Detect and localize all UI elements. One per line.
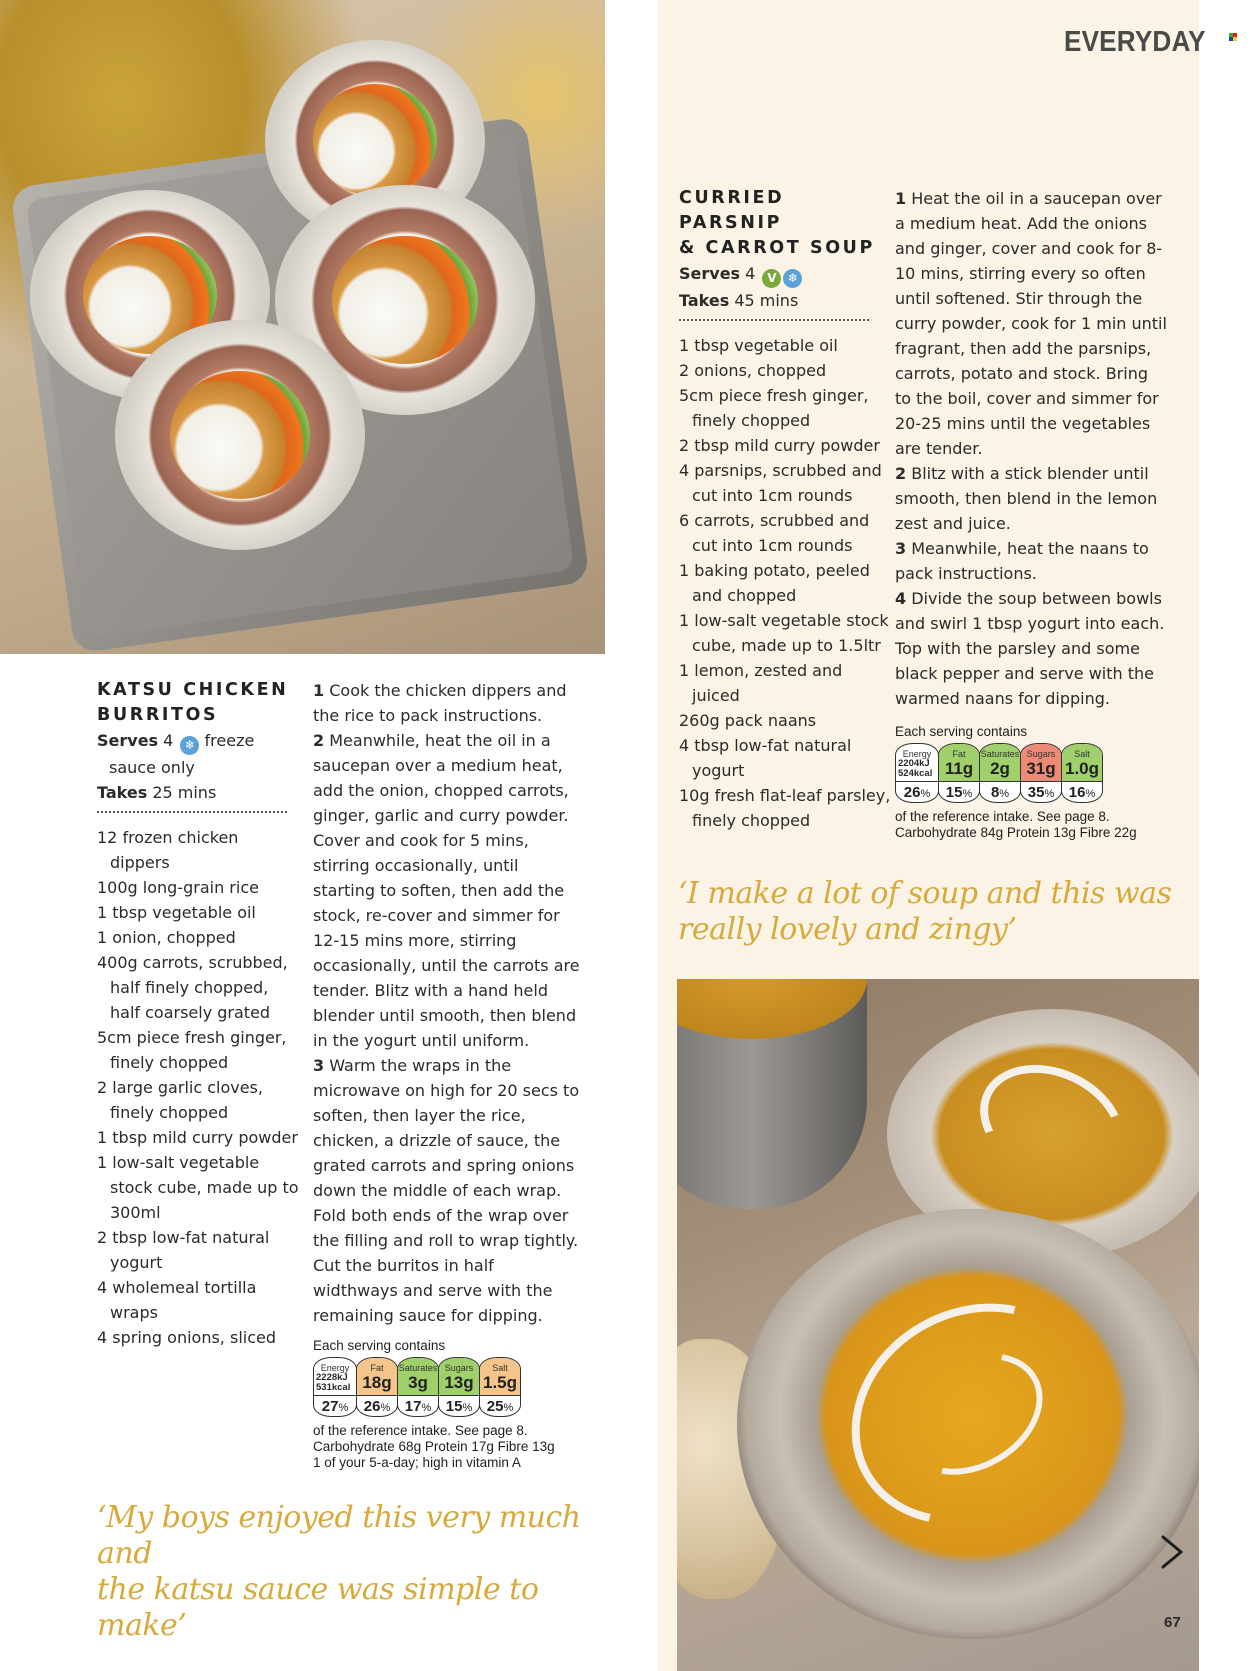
katsu-serves: Serves 4 ❄ freeze sauce only: [97, 731, 255, 777]
nutrition-saturates: Saturates 3g 17%: [397, 1357, 439, 1417]
ingredient-item: 1 baking potato, peeled and chopped: [679, 561, 870, 605]
ingredient-item: 4 spring onions, sliced: [97, 1328, 276, 1347]
ingredient-item: 1 lemon, zested and juiced: [679, 661, 843, 705]
nutrition-energy: Energy 2228kJ 531kcal 27%: [313, 1357, 357, 1417]
soup-method: [895, 186, 1167, 711]
nutrition-heading: Each serving contains: [313, 1338, 446, 1353]
nutrition-heading: Each serving contains: [895, 724, 1028, 739]
chevron-right-icon[interactable]: [1158, 1534, 1186, 1570]
page-number: 67: [1164, 1614, 1181, 1631]
method-step: 4 Divide the soup between bowls and swirl 1 tbsp yogurt into each. Top with the parsley and some black pepper and serve with the warmed naans for dipping.: [895, 589, 1165, 708]
soup-ingredients-list: [679, 333, 894, 833]
nutrition-traffic-lights: [313, 1357, 613, 1417]
print-registration-marker-icon: [1229, 33, 1237, 41]
ingredient-item: 4 parsnips, scrubbed and cut into 1cm rounds: [679, 461, 882, 505]
ingredient-item: 4 wholemeal tortilla wraps: [97, 1278, 257, 1322]
nutrition-fat: Fat 18g 26%: [356, 1357, 398, 1417]
katsu-recipe-header: [97, 678, 307, 1350]
soup-recipe-header: [679, 186, 894, 833]
ingredient-item: 6 carrots, scrubbed and cut into 1cm rounds: [679, 511, 870, 555]
method-step: 2 Meanwhile, heat the oil in a saucepan over a medium heat, add the onion, chopped carrots, ginger, garlic and curry powder. Cover and cook for 5 mins, stirring occasionally, until starting to soften, then add the stock, re-cover and simmer for 12-15 mins more, stirring occasionally, until the carrots are tender. Blitz with a hand held blender until smooth, then blend in the yogurt until uniform.: [313, 731, 580, 1050]
ingredient-item: 260g pack naans: [679, 711, 817, 730]
soup-recipe-title: CURRIED PARSNIP & CARROT SOUP: [679, 188, 875, 258]
dotted-divider: [679, 315, 869, 321]
ingredient-item: 2 tbsp low-fat natural yogurt: [97, 1228, 270, 1272]
ingredient-item: 2 onions, chopped: [679, 361, 827, 380]
katsu-recipe-title: KATSU CHICKEN BURRITOS: [97, 680, 289, 725]
ingredient-item: 12 frozen chicken dippers: [97, 828, 239, 872]
nutrition-sugars: Sugars 13g 15%: [438, 1357, 480, 1417]
ingredient-item: 2 tbsp mild curry powder: [679, 436, 880, 455]
katsu-takes: Takes 25 mins: [97, 783, 217, 802]
ingredient-item: 1 low-salt vegetable stock cube, made up to 1.5ltr: [679, 611, 889, 655]
nutrition-fat: Fat 11g 15%: [938, 743, 980, 803]
nutrition-salt: Salt 1.0g 16%: [1061, 743, 1103, 803]
method-step: 1 Cook the chicken dippers and the rice to pack instructions.: [313, 681, 567, 725]
nutrition-salt: Salt 1.5g 25%: [479, 1357, 521, 1417]
soup-nutrition-panel: [895, 724, 1195, 841]
section-label: EVERYDAY: [1064, 26, 1206, 58]
ingredient-item: 400g carrots, scrubbed, half finely chopped, half coarsely grated: [97, 953, 288, 1022]
soup-serves: Serves 4 V ❄: [679, 261, 894, 288]
ingredient-item: 1 low-salt vegetable stock cube, made up to 300ml: [97, 1153, 299, 1222]
katsu-burritos-photo: [0, 0, 605, 654]
katsu-nutrition-panel: [313, 1338, 613, 1471]
freeze-snowflake-icon: ❄: [783, 269, 802, 288]
method-step: 3 Warm the wraps in the microwave on high for 20 secs to soften, then layer the rice, chicken, a drizzle of sauce, the grated carrots and spring onions down the middle of each wrap. Fold both ends of the wrap over the filling and roll to wrap tightly. Cut the burritos in half widthways and serve with the remaining sauce for dipping.: [313, 1056, 580, 1325]
soup-reader-quote: ‘I make a lot of soup and this was really lovely and zingy’: [678, 876, 1172, 947]
ingredient-item: 1 tbsp mild curry powder: [97, 1128, 298, 1147]
ingredient-item: 2 large garlic cloves, finely chopped: [97, 1078, 263, 1122]
method-step: 3 Meanwhile, heat the naans to pack instructions.: [895, 539, 1149, 583]
ingredient-item: 1 onion, chopped: [97, 928, 236, 947]
ingredient-item: 1 tbsp vegetable oil: [679, 336, 838, 355]
nutrition-footer: of the reference intake. See page 8. Carbohydrate 84g Protein 13g Fibre 22g: [895, 809, 1137, 840]
ingredient-item: 5cm piece fresh ginger, finely chopped: [679, 386, 869, 430]
soup-takes: Takes 45 mins: [679, 291, 799, 310]
curried-soup-photo: [677, 979, 1199, 1671]
nutrition-traffic-lights: [895, 743, 1195, 803]
ingredient-item: 100g long-grain rice: [97, 878, 259, 897]
ingredient-item: 1 tbsp vegetable oil: [97, 903, 256, 922]
ingredient-item: 5cm piece fresh ginger, finely chopped: [97, 1028, 287, 1072]
nutrition-sugars: Sugars 31g 35%: [1020, 743, 1062, 803]
katsu-method: [313, 678, 581, 1328]
vegetarian-icon: V: [762, 269, 781, 288]
katsu-reader-quote: ‘My boys enjoyed this very much and the katsu sauce was simple to make’: [97, 1500, 581, 1643]
ingredient-item: 10g fresh flat-leaf parsley, finely chopped: [679, 786, 891, 830]
nutrition-saturates: Saturates 2g 8%: [979, 743, 1021, 803]
burrito-piece: [115, 320, 365, 550]
method-step: 1 Heat the oil in a saucepan over a medium heat. Add the onions and ginger, cover and cook for 8-10 mins, stirring every so often until softened. Stir through the curry powder, cook for 1 min until fragrant, then add the parsnips, carrots, potato and stock. Bring to the boil, cover and simmer for 20-25 mins until the vegetables are tender.: [895, 189, 1167, 458]
dotted-divider: [97, 807, 287, 813]
nutrition-energy: Energy 2204kJ 524kcal 26%: [895, 743, 939, 803]
katsu-ingredients-list: [97, 825, 302, 1350]
ingredient-item: 4 tbsp low-fat natural yogurt: [679, 736, 852, 780]
freeze-snowflake-icon: ❄: [180, 736, 199, 755]
soup-bowl-large: [737, 1209, 1199, 1639]
method-step: 2 Blitz with a stick blender until smooth, then blend in the lemon zest and juice.: [895, 464, 1158, 533]
nutrition-footer: of the reference intake. See page 8. Carbohydrate 68g Protein 17g Fibre 13g 1 of your 5-a-day; high in vitamin A: [313, 1423, 555, 1470]
